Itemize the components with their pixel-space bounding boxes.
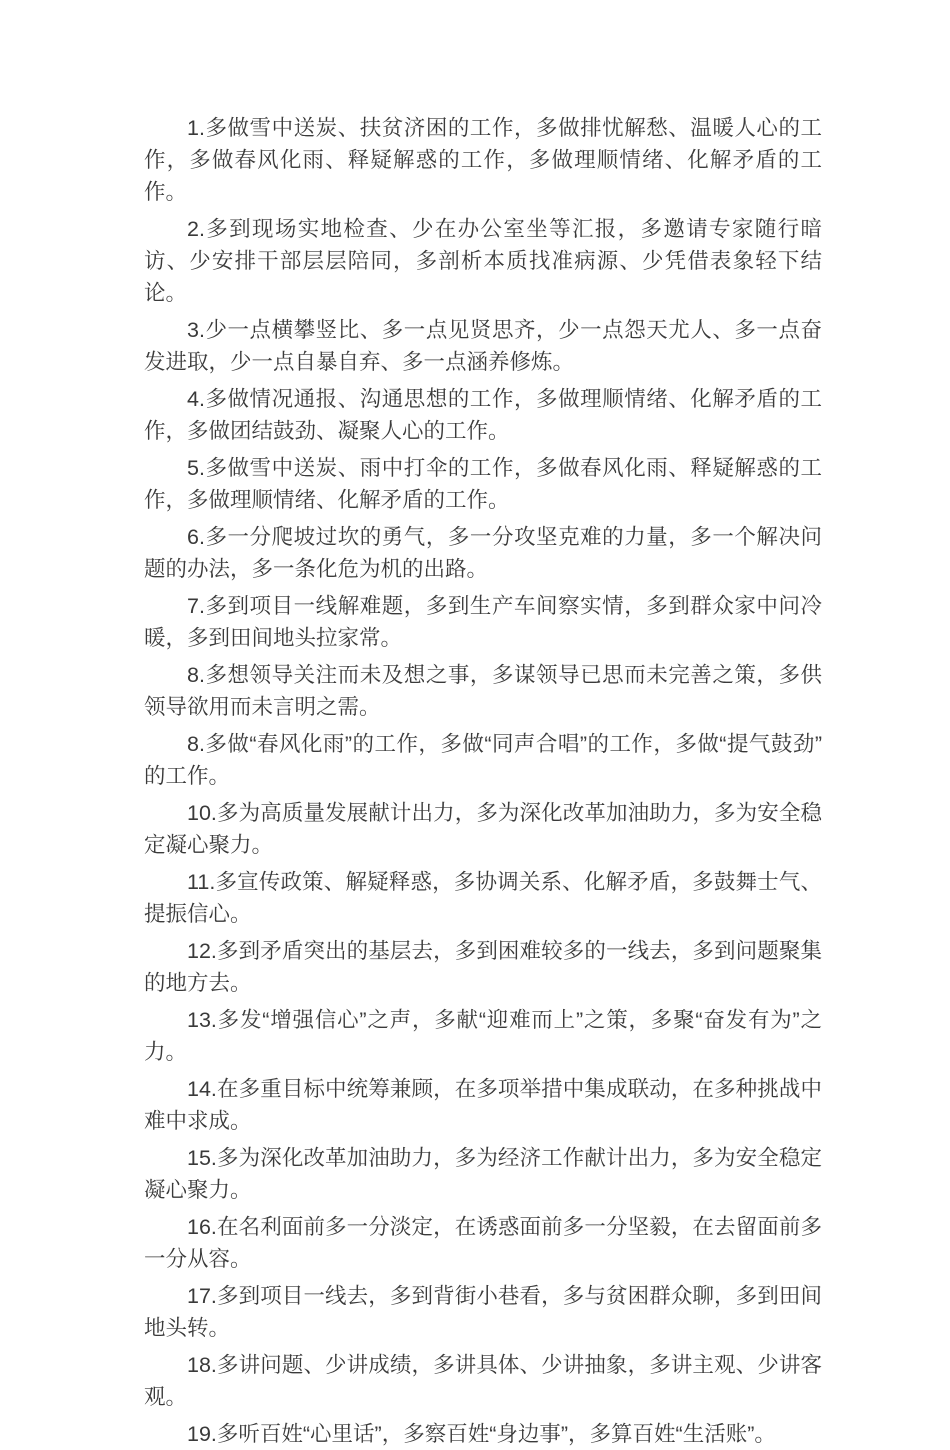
list-item: 4.多做情况通报、沟通思想的工作，多做理顺情绪、化解矛盾的工作，多做团结鼓劲、凝聚人心的工作。 <box>144 387 822 443</box>
list-item: 19.多听百姓“心里话”，多察百姓“身边事”，多算百姓“生活账”。 <box>187 1422 776 1446</box>
list-item: 11.多宣传政策、解疑释惑，多协调关系、化解矛盾，多鼓舞士气、提振信心。 <box>144 870 822 926</box>
list-item: 18.多讲问题、少讲成绩，多讲具体、少讲抽象，多讲主观、少讲客观。 <box>144 1353 822 1409</box>
list-item: 2.多到现场实地检查、少在办公室坐等汇报，多邀请专家随行暗访、少安排干部层层陪同，多剖析本质找准病源、少凭借表象轻下结论。 <box>144 217 822 305</box>
list-item: 16.在名利面前多一分淡定，在诱惑面前多一分坚毅，在去留面前多一分从容。 <box>144 1215 822 1271</box>
list-item: 5.多做雪中送炭、雨中打伞的工作，多做春风化雨、释疑解惑的工作，多做理顺情绪、化解矛盾的工作。 <box>144 456 822 512</box>
list-item: 10.多为高质量发展献计出力，多为深化改革加油助力，多为安全稳定凝心聚力。 <box>144 801 822 857</box>
list-item: 3.少一点横攀竖比、多一点见贤思齐，少一点怨天尤人、多一点奋发进取，少一点自暴自弃、多一点涵养修炼。 <box>144 318 822 374</box>
list-item: 8.多想领导关注而未及想之事，多谋领导已思而未完善之策，多供领导欲用而未言明之需。 <box>144 663 822 719</box>
document-text-body <box>144 112 822 1450</box>
list-item: 13.多发“增强信心”之声，多献“迎难而上”之策，多聚“奋发有为”之力。 <box>144 1008 822 1064</box>
list-item: 8.多做“春风化雨”的工作，多做“同声合唱”的工作，多做“提气鼓劲”的工作。 <box>144 732 822 788</box>
list-item: 14.在多重目标中统筹兼顾，在多项举措中集成联动，在多种挑战中难中求成。 <box>144 1077 822 1133</box>
list-item: 12.多到矛盾突出的基层去，多到困难较多的一线去，多到问题聚集的地方去。 <box>144 939 822 995</box>
list-item: 1.多做雪中送炭、扶贫济困的工作，多做排忧解愁、温暖人心的工作，多做春风化雨、释疑解惑的工作，多做理顺情绪、化解矛盾的工作。 <box>144 116 822 204</box>
list-item: 7.多到项目一线解难题，多到生产车间察实情，多到群众家中问冷暖，多到田间地头拉家常。 <box>144 594 822 650</box>
list-item: 17.多到项目一线去，多到背街小巷看，多与贫困群众聊，多到田间地头转。 <box>144 1284 822 1340</box>
list-item: 15.多为深化改革加油助力，多为经济工作献计出力，多为安全稳定凝心聚力。 <box>144 1146 822 1202</box>
list-item: 6.多一分爬坡过坎的勇气，多一分攻坚克难的力量，多一个解决问题的办法，多一条化危为机的出路。 <box>144 525 822 581</box>
